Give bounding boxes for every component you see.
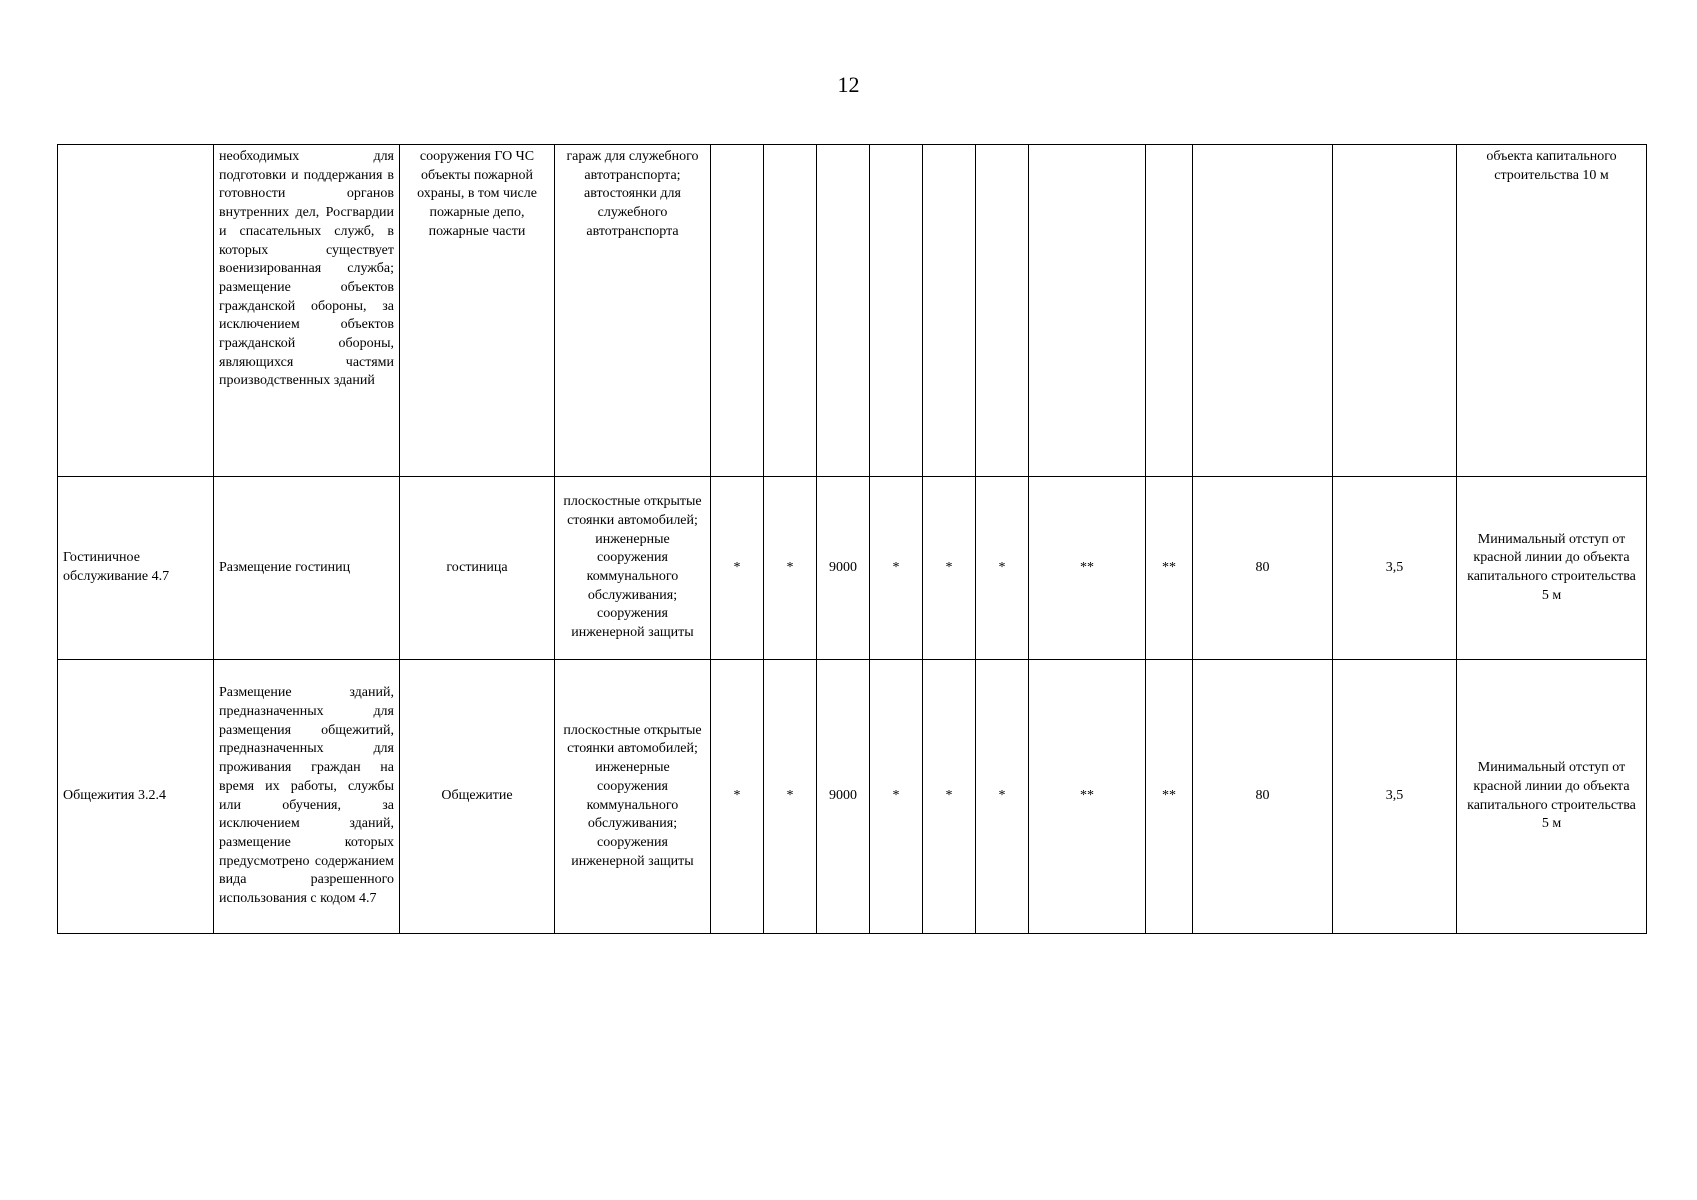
param-cell: 9000	[817, 660, 870, 934]
param-cell	[1029, 145, 1146, 477]
use-type-name-cell: Общежития 3.2.4	[58, 660, 214, 934]
param-cell: 80	[1193, 477, 1333, 660]
param-cell: *	[870, 477, 923, 660]
auxiliary-use-cell: гараж для служебного автотранспорта; автостоянки для служебного автотранспорта	[555, 145, 711, 477]
param-cell: **	[1029, 660, 1146, 934]
param-cell: *	[764, 477, 817, 660]
table-row	[58, 660, 1647, 934]
param-cell	[923, 145, 976, 477]
param-cell	[1193, 145, 1333, 477]
use-type-name-cell	[58, 145, 214, 477]
setback-note-cell: Минимальный отступ от красной линии до объекта капитального строительства 5 м	[1457, 477, 1647, 660]
setback-note-cell: Минимальный отступ от красной линии до объекта капитального строительства 5 м	[1457, 660, 1647, 934]
main-use-cell: гостиница	[400, 477, 555, 660]
page-number: 12	[837, 72, 860, 97]
param-cell	[711, 145, 764, 477]
param-cell: **	[1146, 477, 1193, 660]
auxiliary-use-cell: плоскостные открытые стоянки автомобилей; инженерные сооружения коммунального обслуживания; сооружения инженерной защиты	[555, 477, 711, 660]
main-use-cell: сооружения ГО ЧС объекты пожарной охраны, в том числе пожарные депо, пожарные части	[400, 145, 555, 477]
use-type-name-cell: Гостиничное обслуживание 4.7	[58, 477, 214, 660]
table-row	[58, 477, 1647, 660]
param-cell	[976, 145, 1029, 477]
use-description-cell: необходимых для подготовки и поддержания в готовности органов внутренних дел, Росгвардии и спасательных служб, в которых существует военизированная служба; размещение объектов гражданской обороны, за исключением объектов гражданской обороны, являющихся частями производственных зданий	[214, 145, 400, 477]
zoning-regulations-table	[57, 144, 1647, 934]
param-cell: *	[764, 660, 817, 934]
param-cell: *	[923, 477, 976, 660]
param-cell: *	[976, 477, 1029, 660]
param-cell	[870, 145, 923, 477]
setback-note-cell: объекта капитального строительства 10 м	[1457, 145, 1647, 477]
param-cell: 9000	[817, 477, 870, 660]
param-cell: *	[711, 477, 764, 660]
param-cell	[817, 145, 870, 477]
param-cell: 80	[1193, 660, 1333, 934]
param-cell	[764, 145, 817, 477]
use-description-cell: Размещение гостиниц	[214, 477, 400, 660]
use-description-cell: Размещение зданий, предназначенных для размещения общежитий, предназначенных для проживания граждан на время их работы, службы или обучения, за исключением зданий, размещение которых предусмотрено содержанием вида разрешенного использования с кодом 4.7	[214, 660, 400, 934]
param-cell	[1333, 145, 1457, 477]
param-cell: 3,5	[1333, 477, 1457, 660]
param-cell: *	[923, 660, 976, 934]
main-use-cell: Общежитие	[400, 660, 555, 934]
param-cell: **	[1146, 660, 1193, 934]
auxiliary-use-cell: плоскостные открытые стоянки автомобилей; инженерные сооружения коммунального обслуживания; сооружения инженерной защиты	[555, 660, 711, 934]
param-cell: *	[711, 660, 764, 934]
param-cell	[1146, 145, 1193, 477]
param-cell: **	[1029, 477, 1146, 660]
table-row	[58, 145, 1647, 477]
param-cell: *	[976, 660, 1029, 934]
param-cell: 3,5	[1333, 660, 1457, 934]
param-cell: *	[870, 660, 923, 934]
